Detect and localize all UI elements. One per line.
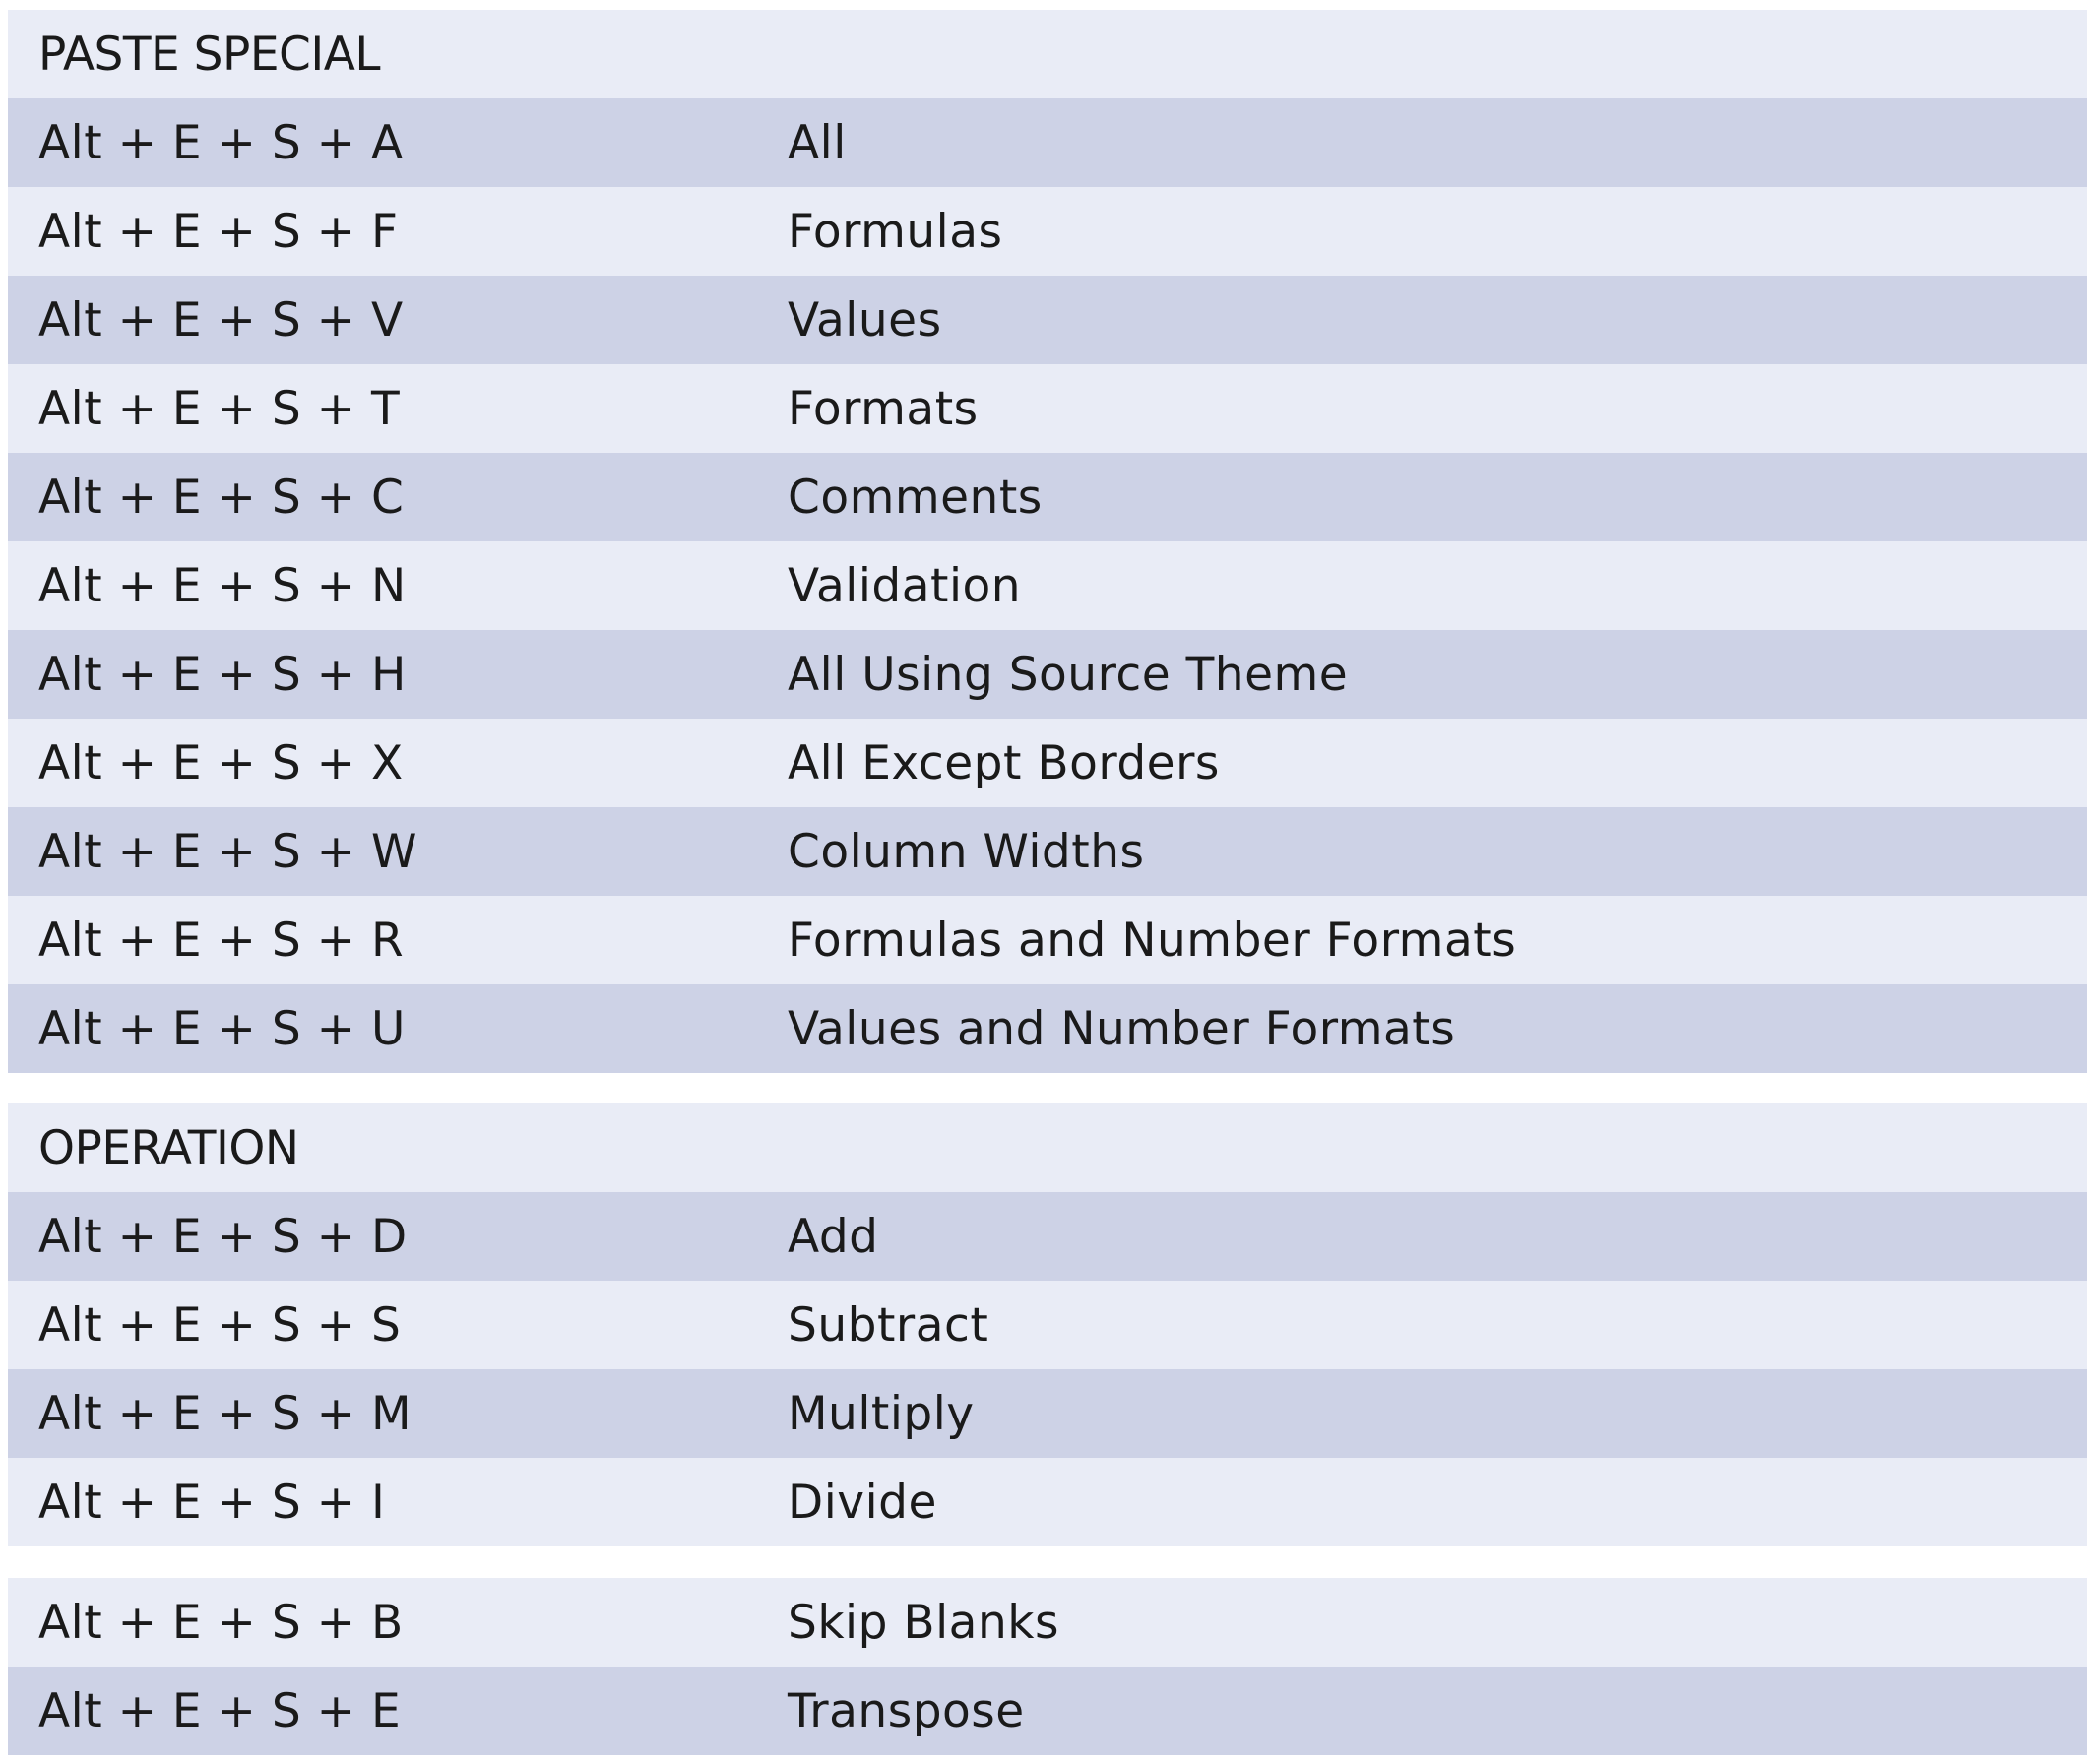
- table-row: [8, 1667, 2087, 1755]
- table-row: [8, 630, 2087, 719]
- table-row: [8, 719, 2087, 807]
- table-row: [8, 1458, 2087, 1546]
- shortcut-keys: Alt + E + S + F: [38, 204, 399, 259]
- shortcut-keys: Alt + E + S + D: [38, 1209, 408, 1264]
- shortcut-keys: Alt + E + S + A: [38, 115, 404, 170]
- shortcut-action: Values: [788, 292, 942, 347]
- shortcut-action: All Except Borders: [788, 735, 1220, 790]
- shortcut-keys: Alt + E + S + U: [38, 1001, 406, 1056]
- table-row: [8, 1192, 2087, 1281]
- section-title: PASTE SPECIAL: [38, 27, 381, 82]
- section-other-options: [8, 1578, 2087, 1755]
- table-row: [8, 541, 2087, 630]
- table-row: [8, 187, 2087, 276]
- shortcut-action: Formats: [788, 381, 979, 436]
- table-row: [8, 1369, 2087, 1458]
- shortcut-keys: Alt + E + S + M: [38, 1386, 413, 1441]
- section-header: [8, 10, 2087, 98]
- section-paste-special: [8, 10, 2087, 1073]
- table-row: [8, 1281, 2087, 1369]
- shortcut-action: Values and Number Formats: [788, 1001, 1456, 1056]
- shortcut-keys: Alt + E + S + X: [38, 735, 404, 790]
- shortcut-action: Multiply: [788, 1386, 975, 1441]
- table-row: [8, 276, 2087, 364]
- shortcut-action: Skip Blanks: [788, 1595, 1059, 1650]
- shortcut-action: Validation: [788, 558, 1022, 613]
- shortcut-action: Transpose: [788, 1683, 1025, 1738]
- shortcut-action: Divide: [788, 1475, 937, 1530]
- shortcut-action: All: [788, 115, 847, 170]
- shortcut-keys: Alt + E + S + I: [38, 1475, 386, 1530]
- shortcut-action: Comments: [788, 470, 1043, 525]
- shortcut-keys: Alt + E + S + W: [38, 824, 417, 879]
- shortcut-keys: Alt + E + S + H: [38, 647, 407, 702]
- table-row: [8, 98, 2087, 187]
- table-row: [8, 1578, 2087, 1667]
- shortcut-action: Formulas: [788, 204, 1003, 259]
- shortcut-keys: Alt + E + S + V: [38, 292, 404, 347]
- section-title: OPERATION: [38, 1120, 299, 1175]
- section-header: [8, 1103, 2087, 1192]
- shortcut-action: Column Widths: [788, 824, 1145, 879]
- shortcut-keys: Alt + E + S + C: [38, 470, 405, 525]
- table-row: [8, 807, 2087, 896]
- table-row: [8, 896, 2087, 984]
- shortcut-keys: Alt + E + S + B: [38, 1595, 404, 1650]
- section-operation: [8, 1103, 2087, 1546]
- shortcut-keys: Alt + E + S + E: [38, 1683, 402, 1738]
- shortcut-keys: Alt + E + S + T: [38, 381, 401, 436]
- table-row: [8, 364, 2087, 453]
- shortcut-action: Add: [788, 1209, 879, 1264]
- shortcut-keys: Alt + E + S + S: [38, 1297, 402, 1353]
- shortcut-keys: Alt + E + S + R: [38, 913, 405, 968]
- shortcut-action: Formulas and Number Formats: [788, 913, 1517, 968]
- shortcut-action: Subtract: [788, 1297, 989, 1353]
- shortcut-keys: Alt + E + S + N: [38, 558, 407, 613]
- table-row: [8, 453, 2087, 541]
- shortcut-action: All Using Source Theme: [788, 647, 1349, 702]
- table-row: [8, 984, 2087, 1073]
